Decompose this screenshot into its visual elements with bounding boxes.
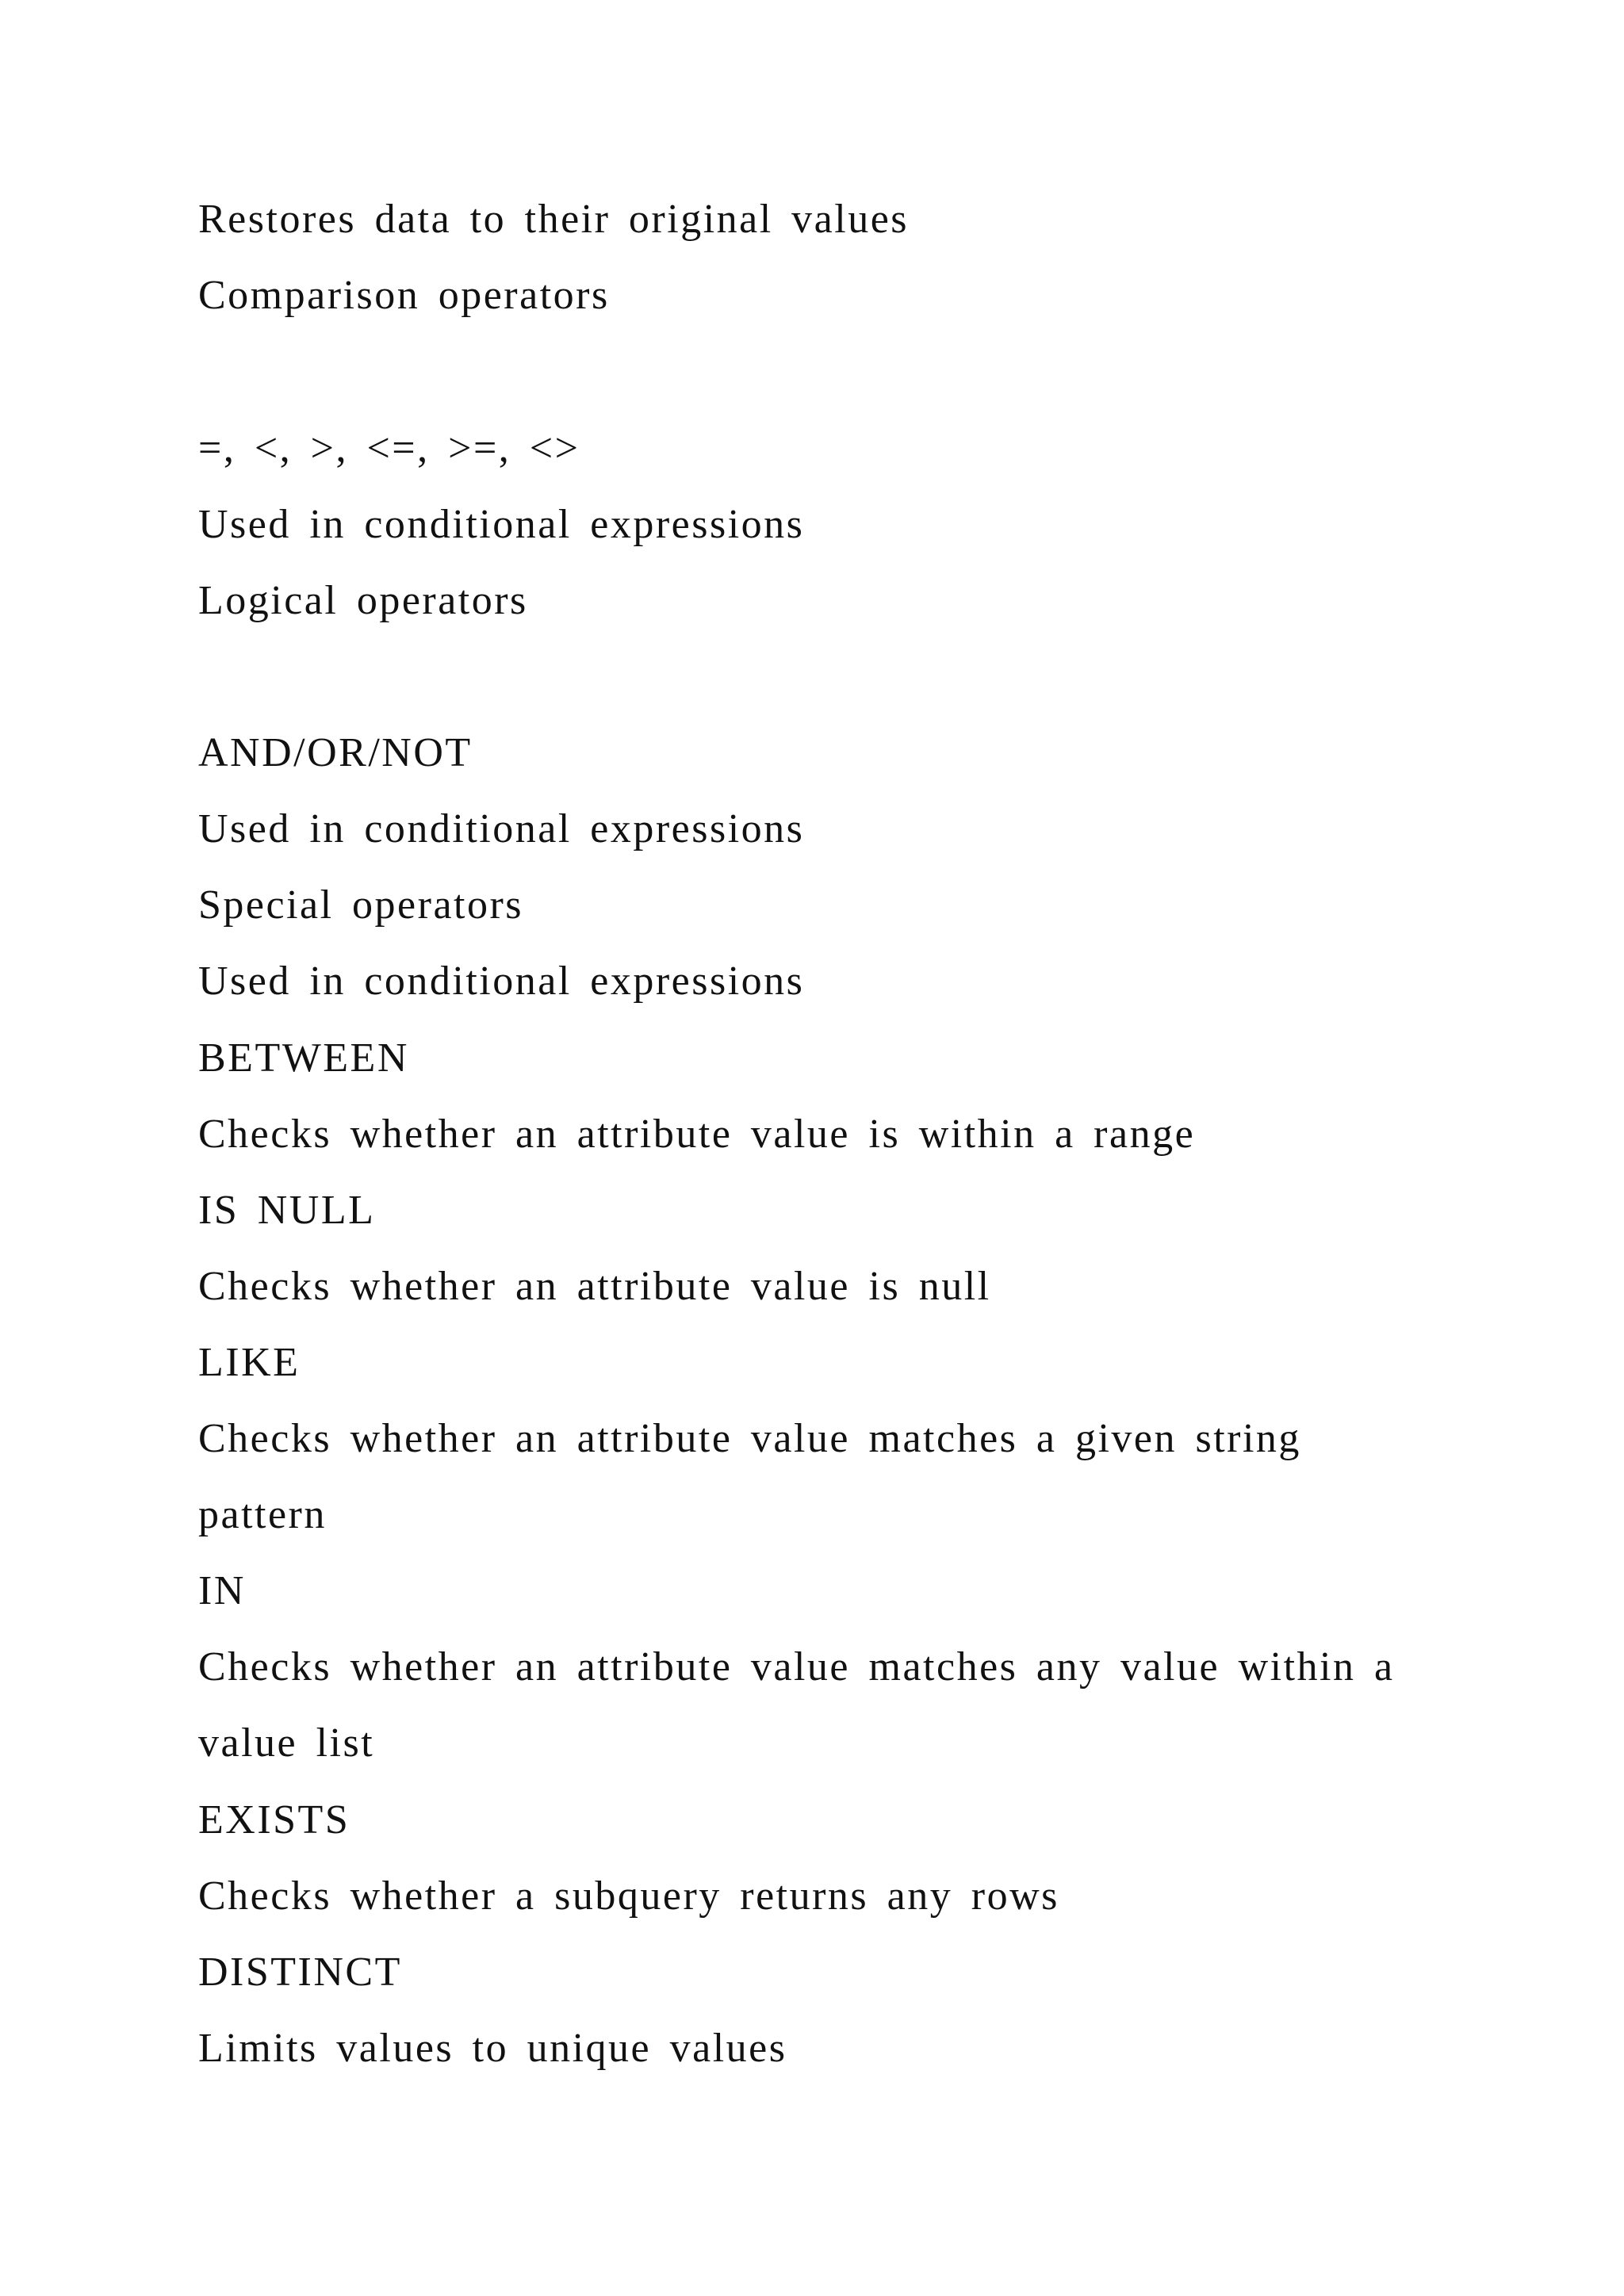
term-exists: EXISTS [198, 1797, 350, 1843]
heading-comparison-operators: Comparison operators [198, 273, 610, 318]
text-line-conditional-2: Used in conditional expressions [198, 806, 805, 851]
definition-exists: Checks whether a subquery returns any rows [198, 1873, 1059, 1919]
definition-in-continued: value list [198, 1720, 375, 1766]
term-like: LIKE [198, 1340, 301, 1385]
text-line-and-or-not: AND/OR/NOT [198, 730, 473, 775]
heading-special-operators: Special operators [198, 882, 524, 928]
definition-in: Checks whether an attribute value matches any value within a [198, 1644, 1395, 1689]
definition-distinct: Limits values to unique values [198, 2026, 787, 2071]
definition-is-null: Checks whether an attribute value is null [198, 1264, 991, 1309]
definition-like-continued: pattern [198, 1492, 327, 1537]
text-line-conditional-1: Used in conditional expressions [198, 502, 805, 547]
text-line-comparison-symbols: =, <, >, <=, >=, <> [198, 426, 580, 471]
term-distinct: DISTINCT [198, 1950, 402, 1995]
text-line-conditional-3: Used in conditional expressions [198, 959, 805, 1004]
term-between: BETWEEN [198, 1035, 409, 1081]
heading-logical-operators: Logical operators [198, 578, 528, 623]
definition-between: Checks whether an attribute value is within a range [198, 1112, 1196, 1157]
term-in: IN [198, 1568, 246, 1613]
definition-like: Checks whether an attribute value matches a given string [198, 1416, 1301, 1461]
term-is-null: IS NULL [198, 1188, 376, 1233]
text-line-restores: Restores data to their original values [198, 197, 910, 242]
